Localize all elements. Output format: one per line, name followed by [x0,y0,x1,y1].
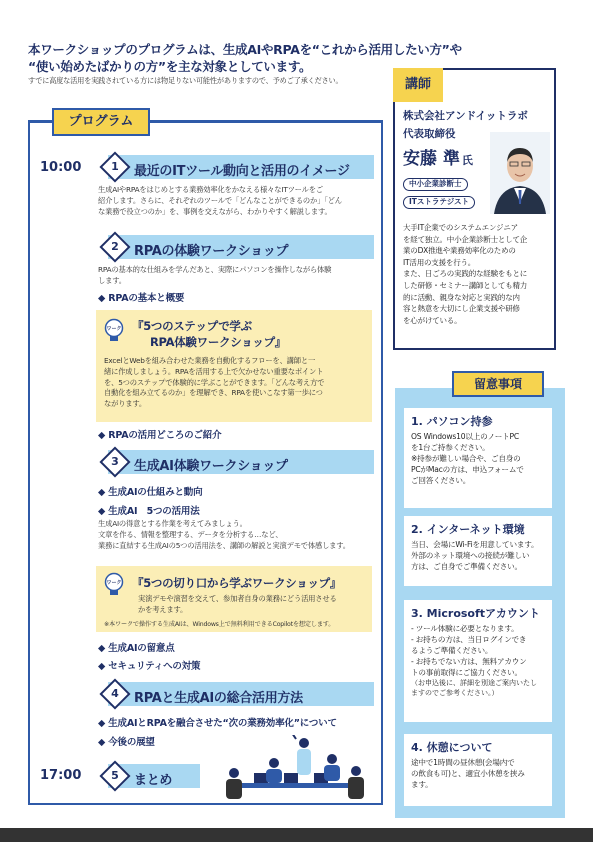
section-3-body: 生成AIの得意とする作業を考えてみましょう。 文章を作る、情報を整理する、データを分析する…など、 業務に直結する生成AIの5つの活用法を、講師の解説と実演デモで体感します。 [98,519,350,550]
meeting-illustration [214,735,374,809]
section-1-title: 最近のITツール動向と活用のイメージ [134,164,350,179]
section-1-body: 生成AIやRPAをはじめとする業務効率化をかなえる様々なITツールをご 紹介します。さらに、それぞれのツールで「どんなことができるのか」「どん な業務で役立つのか」を、事例を交えながら、わかりやすく解説します。 [98,185,342,216]
section-3-bullet-2: ◆ 生成AI 5つの活用法 [98,506,200,517]
note-2-body: 当日、会場にWi-Fiを用意しています。 外部のネット環境への接続が難しい 方は、ご自身でご準備ください。 [411,540,539,571]
section-5-title: まとめ [134,773,173,788]
start-time: 10:00 [40,160,82,175]
note-3-body: - ツール体験に必要となります。 - お持ちの方は、当日ログインでき るようご準備ください。 - お持ちでない方は、無料アカウン トの事前取得にご協力ください。 [411,624,527,677]
section-2-workshop-body: ExcelとWebを組み合わせた業務を自動化するフローを、講師と一 緒に作成しましょう。RPAを活用する上で欠かせない重要なポイント を、5つのステップで体験的に学ぶことができます。「どんな考え方で 自動化を組み立てるのか」を理解でき、RPAを使いこなす第一歩につ ながります。 [104,356,325,409]
section-3-title: 生成AI体験ワークショップ [134,459,288,474]
section-1-number: 1 [99,151,130,182]
section-3-workshop-note: ※本ワークで操作する生成AIは、Windows上で無料利用できるCopilotを想定します。 [104,621,335,628]
note-4-body: 途中で1時間の昼休憩(会場内で の飲食も可)と、適宜小休憩を挟み ます。 [411,758,525,789]
section-2-body: RPAの基本的な仕組みを学んだあと、実際にパソコンを操作しながら体験 します。 [98,265,332,285]
speaker-company: 株式会社アンドイットラボ [403,110,528,122]
section-5-number: 5 [99,760,130,791]
section-3-bullet-3: ◆ 生成AIの留意点 [98,643,175,654]
section-2-workshop-title-1: 『5つのステップで学ぶ [132,319,252,333]
intro-line-2: “使い始めたばかりの方”を主な対象としています。 [28,59,312,74]
section-2-number: 2 [99,231,130,262]
speaker-photo [490,132,550,214]
speaker-honorific: 氏 [461,154,473,167]
section-4-title: RPAと生成AIの総合活用方法 [134,691,303,706]
section-4-bullet-2: ◆ 今後の展望 [98,737,155,748]
note-4-title: 4. 休憩について [411,741,493,754]
section-2-title: RPAの体験ワークショップ [134,244,289,259]
speaker-name: 安藤 準 氏 [403,149,473,169]
speaker-role: 代表取締役 [403,128,456,140]
speaker-tag-2: ITストラテジスト [403,196,475,209]
note-3-title: 3. Microsoftアカウント [411,607,540,620]
bottom-bar [0,828,593,842]
speaker-bio: 大手IT企業でのシステムエンジニア を経て独立。中小企業診断士として企 業のDX推進や業務効率化のための IT活用の支援を行う。 また、日ごろの実践的な経験をもとに した研修・セミナー講師としても精力 的に活動、親身な対応と実践的な内 容と熱意を大切にし企業支援や研修 を心がけている。 [403,223,528,325]
workshop-icon-label: ワーク [106,326,122,332]
section-4-number: 4 [99,678,130,709]
note-card-2 [404,516,552,586]
section-3-workshop-title: 『5つの切り口から学ぶワークショップ』 [132,576,342,590]
end-time: 17:00 [40,768,82,783]
program-label: プログラム [52,108,150,136]
note-card-3 [404,600,552,722]
section-2-bullet-2: ◆ RPAの活用どころのご紹介 [98,430,222,441]
section-3-number: 3 [99,446,130,477]
section-2-workshop-title-2: RPA体験ワークショップ』 [150,335,286,349]
notes-label: 留意事項 [452,371,544,397]
section-2-bullet-1: ◆ RPAの基本と概要 [98,293,185,304]
note-card-4 [404,734,552,806]
note-2-title: 2. インターネット環境 [411,523,525,536]
workshop-icon-label: ワーク [106,580,122,586]
note-1-title: 1. パソコン持参 [411,415,493,428]
note-card-1 [404,408,552,508]
speaker-tag-1: 中小企業診断士 [403,178,468,191]
section-4-bullet-1: ◆ 生成AIとRPAを融合させた“次の業務効率化”について [98,718,337,729]
note-1-body: OS Windows10以上のノートPC を1台ご持参ください。 ※持参が難しい場合や、ご自身の PCがMacの方は、申込フォームで ご回答ください。 [411,432,524,485]
note-3-small: （お申込後に、詳細を別途ご案内いたし ますのでご参考ください。） [411,679,537,697]
intro-note: すでに高度な活用を実践されている方には物足りない可能性がありますので、予めご了承ください。 [28,76,343,85]
section-3-bullet-4: ◆ セキュリティへの対策 [98,661,201,672]
speaker-heading: 講師 [393,68,443,102]
section-3-bullet-1: ◆ 生成AIの仕組みと動向 [98,487,203,498]
intro-line-1: 本ワークショップのプログラムは、生成AIやRPAを“これから活用したい方”や [28,42,462,57]
section-3-workshop-body: 実演デモや演習を交えて、参加者自身の業務にどう活用させる かを考えます。 [138,594,337,614]
